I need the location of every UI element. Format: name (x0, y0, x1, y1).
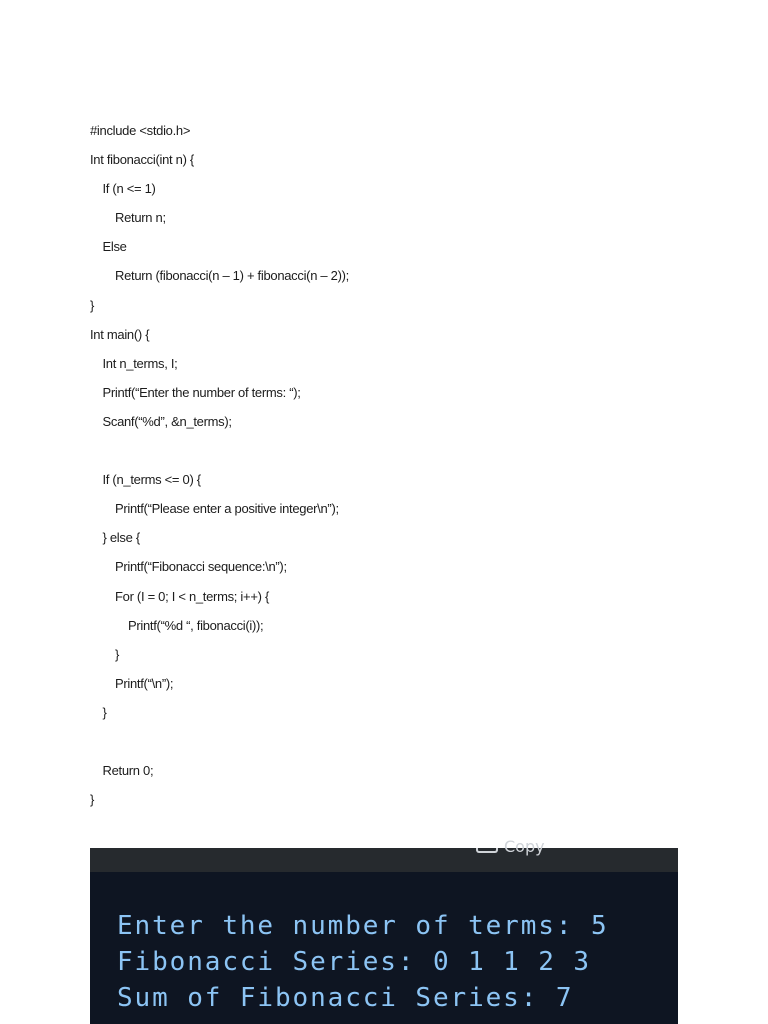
console-line: Enter the number of terms: 5 (117, 911, 609, 941)
code-line: Int main() { (90, 326, 150, 342)
console-line: Fibonacci Series: 0 1 1 2 3 (117, 947, 591, 977)
code-line: Return n; (115, 210, 166, 226)
copy-label: Copy (504, 837, 545, 856)
code-line: Printf(“%d “, fibonacci(i)); (128, 617, 264, 633)
console-output-screenshot (90, 837, 678, 1024)
console-line: Sum of Fibonacci Series: 7 (117, 983, 574, 1013)
code-line: Printf(“\n”); (115, 675, 174, 691)
code-line: Return (fibonacci(n – 1) + fibonacci(n – 2)); (115, 268, 349, 284)
console-output (117, 908, 609, 1016)
code-line: Printf(“Please enter a positive integer\n”); (115, 501, 339, 517)
code-line: } (102, 704, 107, 720)
code-line: Else (102, 239, 127, 255)
code-listing (90, 120, 690, 818)
code-line: Int fibonacci(int n) { (90, 152, 194, 168)
code-line: } (90, 297, 95, 313)
code-line: } (90, 792, 95, 808)
code-line: } (115, 646, 120, 662)
copy-icon (476, 848, 498, 853)
code-line: For (I = 0; I < n_terms; i++) { (115, 588, 269, 604)
console-toolbar (90, 837, 678, 872)
code-line: Int n_terms, I; (102, 355, 178, 371)
code-line: If (n_terms <= 0) { (102, 472, 201, 488)
code-line: #include <stdio.h> (90, 123, 191, 138)
code-line: } else { (102, 530, 140, 546)
code-line-blank (90, 440, 690, 469)
code-line-blank (90, 731, 690, 760)
code-line: Scanf(“%d”, &n_terms); (102, 413, 232, 429)
code-line: Return 0; (102, 763, 154, 779)
code-line: If (n <= 1) (102, 181, 156, 197)
code-line: Printf(“Fibonacci sequence:\n”); (115, 559, 287, 575)
code-line: Printf(“Enter the number of terms: “); (102, 384, 301, 400)
